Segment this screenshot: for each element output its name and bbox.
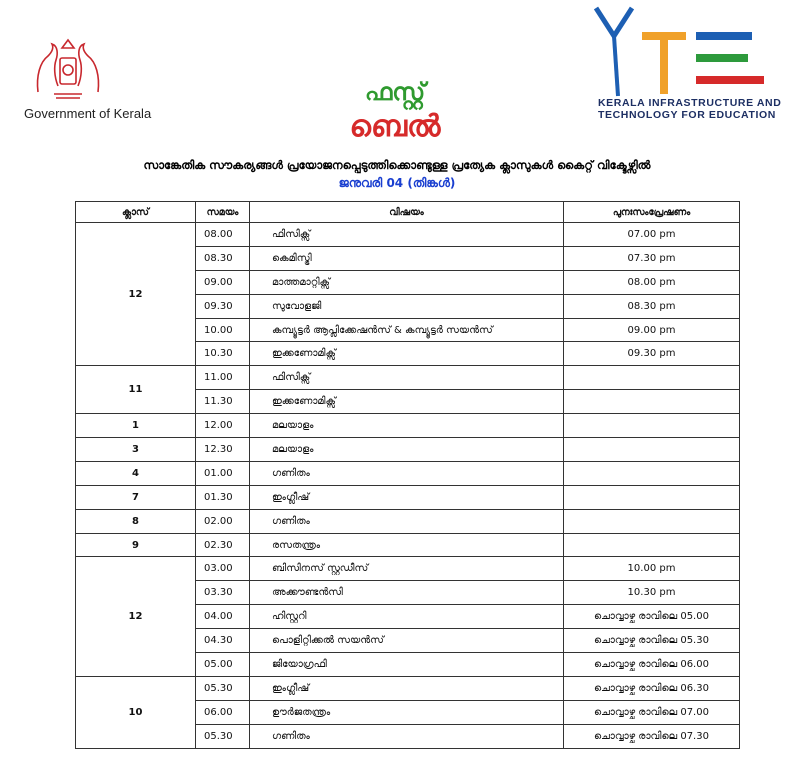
table-row (76, 509, 740, 533)
rerun-cell (564, 390, 740, 414)
rerun-cell: 08.00 pm (564, 270, 740, 294)
subject-cell: മാത്തമാറ്റിക്സ് (250, 270, 564, 294)
time-cell: 09.30 (196, 294, 250, 318)
class-cell: 1 (76, 414, 196, 438)
time-cell: 02.00 (196, 509, 250, 533)
rerun-cell: 08.30 pm (564, 294, 740, 318)
subject-cell: പൊളിറ്റിക്കൽ സയൻസ് (250, 629, 564, 653)
time-cell: 08.30 (196, 246, 250, 270)
logo-line-1: ഫസ്റ്റ് (364, 78, 426, 106)
time-cell: 12.00 (196, 414, 250, 438)
class-cell: 3 (76, 438, 196, 462)
kite-line-2: TECHNOLOGY FOR EDUCATION (598, 109, 776, 121)
first-bell-logo (340, 70, 450, 150)
subject-cell: ഫിസിക്സ് (250, 223, 564, 247)
class-cell: 12 (76, 557, 196, 676)
header-subject: വിഷയം (250, 202, 564, 223)
rerun-cell: 07.30 pm (564, 246, 740, 270)
subject-cell: ഊർജതന്ത്രം (250, 700, 564, 724)
schedule-table (75, 201, 740, 749)
subject-cell: ഗണിതം (250, 509, 564, 533)
time-cell: 06.00 (196, 700, 250, 724)
rerun-cell: 09.00 pm (564, 318, 740, 342)
subject-cell: കെമിസ്ട്രി (250, 246, 564, 270)
schedule-date: ജനുവരി 04 (തിങ്കൾ) (338, 176, 456, 190)
subject-cell: ബിസിനസ് സ്റ്റഡീസ് (250, 557, 564, 581)
class-cell: 11 (76, 366, 196, 414)
time-cell: 08.00 (196, 223, 250, 247)
time-cell: 11.30 (196, 390, 250, 414)
table-row (76, 461, 740, 485)
rerun-cell: ചൊവ്വാഴ്ച രാവിലെ 07.30 (564, 724, 740, 748)
table-row (76, 485, 740, 509)
time-cell: 03.00 (196, 557, 250, 581)
rerun-cell: ചൊവ്വാഴ്ച രാവിലെ 05.30 (564, 629, 740, 653)
class-cell: 8 (76, 509, 196, 533)
time-cell: 12.30 (196, 438, 250, 462)
logo-line-2: ബെൽ (349, 109, 441, 144)
table-row (76, 438, 740, 462)
page-title: സാങ്കേതിക സൗകര്യങ്ങൾ പ്രയോജനപ്പെടുത്തിക്കൊണ്ടുള്ള പ്രത്യേക ക്ലാസുകൾ കൈറ്റ് വിക്ടേഴ്സിൽ (143, 158, 651, 172)
time-cell: 05.30 (196, 676, 250, 700)
table-body (76, 223, 740, 749)
class-cell: 7 (76, 485, 196, 509)
rerun-cell: ചൊവ്വാഴ്ച രാവിലെ 07.00 (564, 700, 740, 724)
subject-cell: ഇക്കണോമിക്സ് (250, 342, 564, 366)
rerun-cell: ചൊവ്വാഴ്ച രാവിലെ 06.00 (564, 653, 740, 677)
subject-cell: കമ്പ്യൂട്ടർ ആപ്ലിക്കേഷൻസ് & കമ്പ്യൂട്ടർ സയൻസ് (250, 318, 564, 342)
kite-line-1: KERALA INFRASTRUCTURE AND (598, 97, 782, 109)
time-cell: 03.30 (196, 581, 250, 605)
time-cell: 11.00 (196, 366, 250, 390)
rerun-cell (564, 366, 740, 390)
table-row (76, 223, 740, 247)
kite-name (598, 97, 781, 121)
subject-cell: ഗണിതം (250, 461, 564, 485)
subject-cell: മലയാളം (250, 414, 564, 438)
subject-cell: ഗണിതം (250, 724, 564, 748)
time-cell: 04.30 (196, 629, 250, 653)
subject-cell: ജിയോഗ്രഫി (250, 653, 564, 677)
subject-cell: മലയാളം (250, 438, 564, 462)
government-name: Government of Kerala (24, 106, 152, 121)
time-cell: 02.30 (196, 533, 250, 557)
rerun-cell: 10.30 pm (564, 581, 740, 605)
rerun-cell: ചൊവ്വാഴ്ച രാവിലെ 06.30 (564, 676, 740, 700)
time-cell: 04.00 (196, 605, 250, 629)
subject-cell: ഇംഗ്ലീഷ് (250, 676, 564, 700)
class-cell: 12 (76, 223, 196, 366)
time-cell: 05.00 (196, 653, 250, 677)
subject-cell: രസതന്ത്രം (250, 533, 564, 557)
time-cell: 10.30 (196, 342, 250, 366)
subject-cell: ഫിസിക്സ് (250, 366, 564, 390)
time-cell: 09.00 (196, 270, 250, 294)
header-rerun: പുനഃസംപ്രേഷണം (564, 202, 740, 223)
rerun-cell (564, 509, 740, 533)
table-row (76, 557, 740, 581)
subject-cell: അക്കൗണ്ടൻസി (250, 581, 564, 605)
time-cell: 10.00 (196, 318, 250, 342)
class-cell: 10 (76, 676, 196, 748)
time-cell: 05.30 (196, 724, 250, 748)
rerun-cell: 10.00 pm (564, 557, 740, 581)
rerun-cell (564, 438, 740, 462)
kerala-emblem-icon (32, 36, 104, 102)
rerun-cell: ചൊവ്വാഴ്ച രാവിലെ 05.00 (564, 605, 740, 629)
table-header-row (76, 202, 740, 223)
rerun-cell (564, 461, 740, 485)
time-cell: 01.30 (196, 485, 250, 509)
class-cell: 4 (76, 461, 196, 485)
header-class: ക്ലാസ് (76, 202, 196, 223)
rerun-cell (564, 485, 740, 509)
time-cell: 01.00 (196, 461, 250, 485)
rerun-cell (564, 533, 740, 557)
rerun-cell: 09.30 pm (564, 342, 740, 366)
table-row (76, 414, 740, 438)
subject-cell: ഇക്കണോമിക്സ് (250, 390, 564, 414)
table-row (76, 676, 740, 700)
table-row (76, 533, 740, 557)
subject-cell: സുവോളജി (250, 294, 564, 318)
class-cell: 9 (76, 533, 196, 557)
table-row (76, 366, 740, 390)
rerun-cell: 07.00 pm (564, 223, 740, 247)
rerun-cell (564, 414, 740, 438)
subject-cell: ഇംഗ്ലീഷ് (250, 485, 564, 509)
header-time: സമയം (196, 202, 250, 223)
subject-cell: ഹിസ്റ്ററി (250, 605, 564, 629)
